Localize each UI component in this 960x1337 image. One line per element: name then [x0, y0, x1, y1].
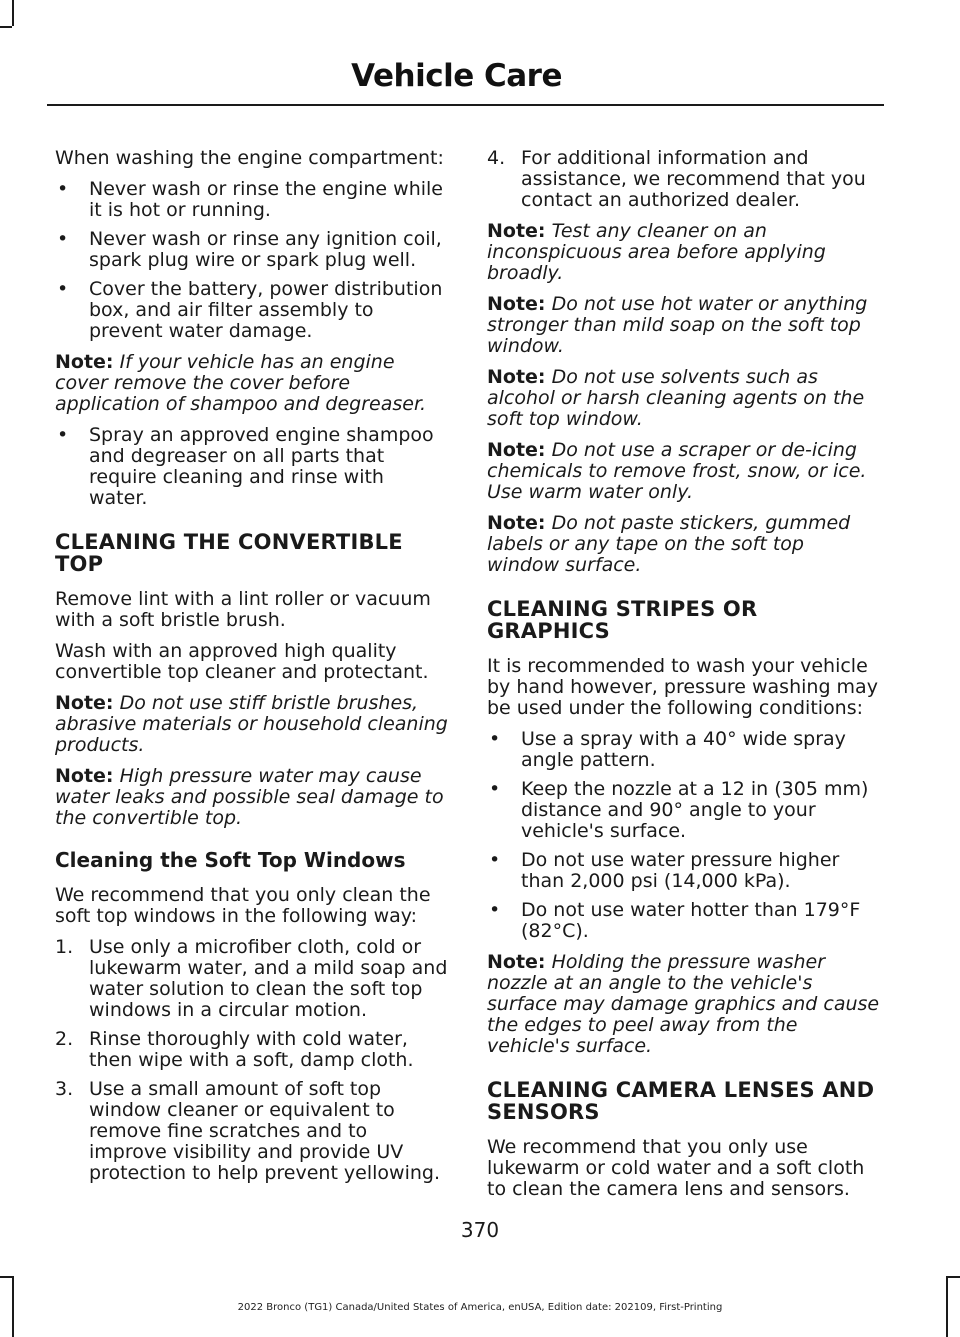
- list-item: 3. Use a small amount of soft top window cleaner or equivalent to remove fine scratches and to improve visibility and provide UV protection to help prevent yellowing.: [55, 1078, 441, 1184]
- note: Note: Do not paste stickers, gummed labels or any tape on the soft top window surface.: [487, 512, 851, 576]
- left-column: [55, 148, 448, 1194]
- list-item: • Do not use water pressure higher than 2,000 psi (14,000 kPa).: [489, 849, 840, 892]
- bullet-mark: •: [57, 228, 69, 250]
- right-column: [487, 148, 880, 1210]
- crop-mark: [0, 1276, 12, 1278]
- engine-bullets: [55, 179, 448, 342]
- section-heading: CLEANING STRIPES OR GRAPHICS: [487, 597, 758, 643]
- paragraph: Wash with an approved high quality convertible top cleaner and protectant.: [55, 640, 429, 683]
- list-item: • Do not use water hotter than 179°F (82°C).: [489, 899, 861, 942]
- list-item: • Keep the nozzle at a 12 in (305 mm) distance and 90° angle to your vehicle's surface.: [489, 778, 869, 842]
- paragraph: We recommend that you only clean the soft top windows in the following way:: [55, 884, 431, 927]
- list-item: 2. Rinse thoroughly with cold water, then wipe with a soft, damp cloth.: [55, 1028, 414, 1071]
- crop-mark: [0, 26, 12, 28]
- page-number: 370: [460, 1218, 500, 1242]
- bullet-mark: •: [489, 728, 501, 750]
- bullet-mark: •: [57, 424, 69, 446]
- paragraph: We recommend that you only use lukewarm or cold water and a soft cloth to clean the camera lens and sensors.: [487, 1136, 865, 1200]
- crop-mark: [946, 1276, 960, 1278]
- pressure-bullets: [487, 729, 880, 942]
- note: Note: Do not use a scraper or de-icing chemicals to remove frost, snow, or ice. Use warm water only.: [487, 439, 867, 503]
- list-item: • Use a spray with a 40° wide spray angle pattern.: [489, 728, 846, 771]
- note: Note: High pressure water may cause water leaks and possible seal damage to the convertible top.: [55, 765, 444, 829]
- section-heading: CLEANING CAMERA LENSES AND SENSORS: [487, 1078, 875, 1124]
- bullet-mark: •: [489, 778, 501, 800]
- shampoo-bullets: [55, 425, 448, 509]
- list-item: • Cover the battery, power distribution box, and air filter assembly to prevent water damage.: [57, 278, 443, 342]
- note: Note: Holding the pressure washer nozzle at an angle to the vehicle's surface may damage graphics and cause the edges to peel away from the vehicle's surface.: [487, 951, 880, 1057]
- bullet-mark: •: [57, 278, 69, 300]
- footer-text: 2022 Bronco (TG1) Canada/United States of America, enUSA, Edition date: 202109, First-Printing: [237, 1302, 723, 1313]
- note: Note: Do not use stiff bristle brushes, abrasive materials or household cleaning products.: [55, 692, 448, 756]
- intro-text: When washing the engine compartment:: [55, 147, 444, 169]
- paragraph: It is recommended to wash your vehicle by hand however, pressure washing may be used under the following conditions:: [487, 655, 878, 719]
- steps-list: [487, 148, 880, 211]
- paragraph: Remove lint with a lint roller or vacuum with a soft bristle brush.: [55, 588, 431, 631]
- page-title: Vehicle Care: [351, 58, 562, 94]
- note: Note: Test any cleaner on an inconspicuous area before applying broadly.: [487, 220, 826, 284]
- list-item: • Never wash or rinse any ignition coil, spark plug wire or spark plug well.: [57, 228, 442, 271]
- bullet-mark: •: [57, 178, 69, 200]
- note: Note: If your vehicle has an engine cover remove the cover before application of shampoo and degreaser.: [55, 351, 427, 415]
- bullet-mark: •: [489, 899, 501, 921]
- section-heading: CLEANING THE CONVERTIBLE TOP: [55, 530, 403, 576]
- bullet-mark: •: [489, 849, 501, 871]
- list-item: • Spray an approved engine shampoo and degreaser on all parts that require cleaning and rinse with water.: [57, 424, 434, 509]
- subsection-heading: Cleaning the Soft Top Windows: [55, 848, 406, 872]
- list-item: 1. Use only a microfiber cloth, cold or lukewarm water, and a mild soap and water solution to clean the soft top windows in a circular motion.: [55, 936, 448, 1021]
- list-item: • Never wash or rinse the engine while it is hot or running.: [57, 178, 443, 221]
- note: Note: Do not use solvents such as alcohol or harsh cleaning agents on the soft top window.: [487, 366, 865, 430]
- header-rule: [47, 104, 884, 106]
- steps-list: [55, 937, 448, 1184]
- note: Note: Do not use hot water or anything stronger than mild soap on the soft top window.: [487, 293, 868, 357]
- list-item: 4. For additional information and assistance, we recommend that you contact an authorized dealer.: [487, 147, 866, 211]
- crop-mark: [12, 0, 14, 26]
